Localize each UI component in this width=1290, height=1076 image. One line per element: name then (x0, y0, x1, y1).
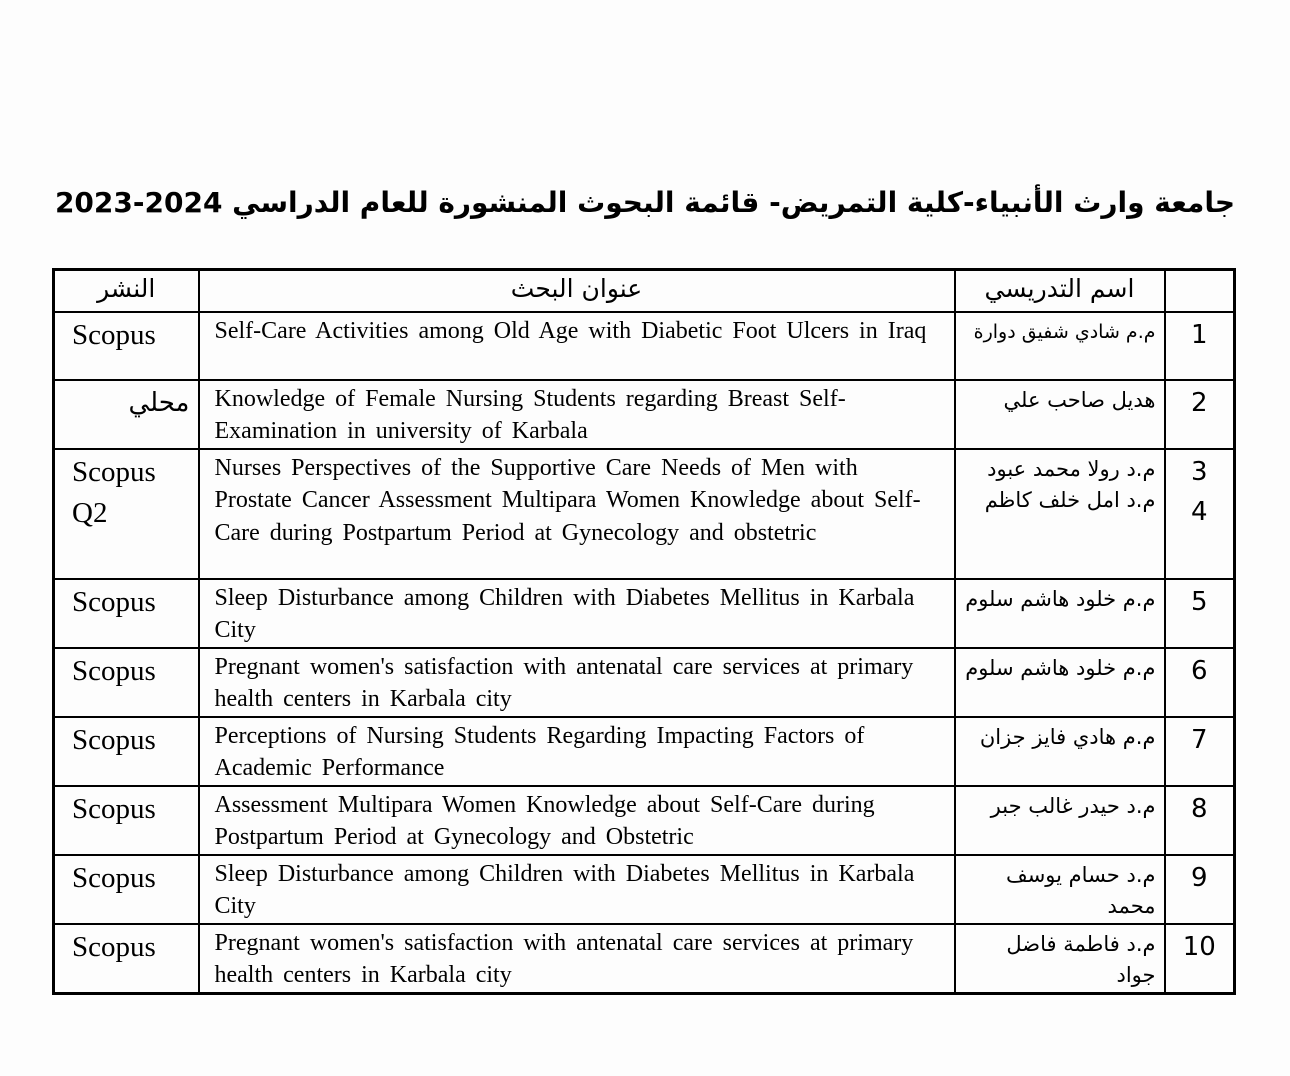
row-number: 1 (1190, 319, 1208, 350)
research-title-cell: Self-Care Activities among Old Age with Diabetic Foot Ulcers in Iraq (199, 312, 955, 380)
row-number: 3 (1190, 456, 1208, 487)
row-number-cell (1165, 786, 1235, 855)
research-table (52, 268, 1236, 995)
instructor-cell (955, 380, 1165, 449)
table-row (54, 648, 1235, 717)
table-header-row (54, 270, 1235, 312)
table-row (54, 380, 1235, 449)
row-number: 7 (1190, 724, 1208, 755)
research-title-cell: Nurses Perspectives of the Supportive Care Needs of Men with Prostate Cancer Assessment Multipara Women Knowledge about Self-Care during Postpartum Period at Gynecology and obstetric (199, 449, 955, 579)
instructor-name: م.م خلود هاشم سلوم (965, 655, 1156, 680)
publication-cell: Scopus (54, 924, 199, 994)
instructor-name: م.د حيدر غالب جبر (990, 793, 1156, 818)
instructor-cell (955, 786, 1165, 855)
row-number-cell (1165, 449, 1235, 579)
instructor-cell (955, 717, 1165, 786)
publication-cell: محلي (54, 380, 199, 449)
row-number: 9 (1190, 862, 1208, 893)
row-number-cell (1165, 855, 1235, 924)
header-research-title: عنوان البحث (199, 270, 955, 312)
row-number-cell (1165, 579, 1235, 648)
row-number-cell (1165, 717, 1235, 786)
instructor-cell (955, 579, 1165, 648)
table-row (54, 924, 1235, 994)
research-title-cell: Assessment Multipara Women Knowledge about Self-Care during Postpartum Period at Gynecology and Obstetric (199, 786, 955, 855)
document-title: جامعة وارث الأنبياء-كلية التمريض- قائمة البحوث المنشورة للعام الدراسي 2024-2023 (54, 186, 1236, 219)
publication-cell: Scopus (54, 648, 199, 717)
row-number: 4 (1190, 496, 1208, 527)
header-instructor: اسم التدريسي (955, 270, 1165, 312)
row-number: 5 (1190, 586, 1208, 617)
row-number: 2 (1190, 387, 1208, 418)
instructor-cell (955, 648, 1165, 717)
table-row (54, 786, 1235, 855)
instructor-name: م.د فاطمة فاضل جواد (1006, 931, 1156, 987)
instructor-name: م.م هادي فايز جزان (979, 724, 1156, 749)
instructor-name: م.د رولا محمد عبود (987, 456, 1156, 481)
row-number-cell (1165, 312, 1235, 380)
instructor-name: م.د حسام يوسف محمد (1005, 862, 1156, 918)
research-title-cell: Knowledge of Female Nursing Students regarding Breast Self-Examination in university of Karbala (199, 380, 955, 449)
research-title-cell: Pregnant women's satisfaction with antenatal care services at primary health centers in Karbala city (199, 924, 955, 994)
instructor-cell (955, 855, 1165, 924)
row-number: 6 (1190, 655, 1208, 686)
table-row (54, 579, 1235, 648)
research-title-cell: Sleep Disturbance among Children with Diabetes Mellitus in Karbala City (199, 579, 955, 648)
publication-cell: Scopus (54, 312, 199, 380)
row-number-cell (1165, 924, 1235, 994)
table-row (54, 717, 1235, 786)
table-row (54, 855, 1235, 924)
research-title-cell: Pregnant women's satisfaction with antenatal care services at primary health centers in Karbala city (199, 648, 955, 717)
publication-cell: Scopus (54, 717, 199, 786)
instructor-name: م.م شادي شفيق دوارة (973, 320, 1156, 343)
instructor-name: م.د امل خلف كاظم (984, 487, 1156, 512)
publication-cell: Scopus (54, 855, 199, 924)
publication-cell: Scopus (54, 579, 199, 648)
research-title-cell: Perceptions of Nursing Students Regarding Impacting Factors of Academic Performance (199, 717, 955, 786)
instructor-cell (955, 312, 1165, 380)
research-title-cell: Sleep Disturbance among Children with Diabetes Mellitus in Karbala City (199, 855, 955, 924)
instructor-cell (955, 924, 1165, 994)
instructor-name: هديل صاحب علي (1003, 387, 1156, 412)
publication-cell: Scopus Q2 (54, 449, 199, 579)
header-publication: النشر (54, 270, 199, 312)
instructor-name: م.م خلود هاشم سلوم (965, 586, 1156, 611)
row-number-cell (1165, 380, 1235, 449)
row-number: 10 (1182, 931, 1216, 962)
table-row (54, 312, 1235, 380)
row-number-cell (1165, 648, 1235, 717)
table-row (54, 449, 1235, 579)
publication-cell: Scopus (54, 786, 199, 855)
header-row-number (1165, 270, 1235, 312)
instructor-cell (955, 449, 1165, 579)
row-number: 8 (1190, 793, 1208, 824)
